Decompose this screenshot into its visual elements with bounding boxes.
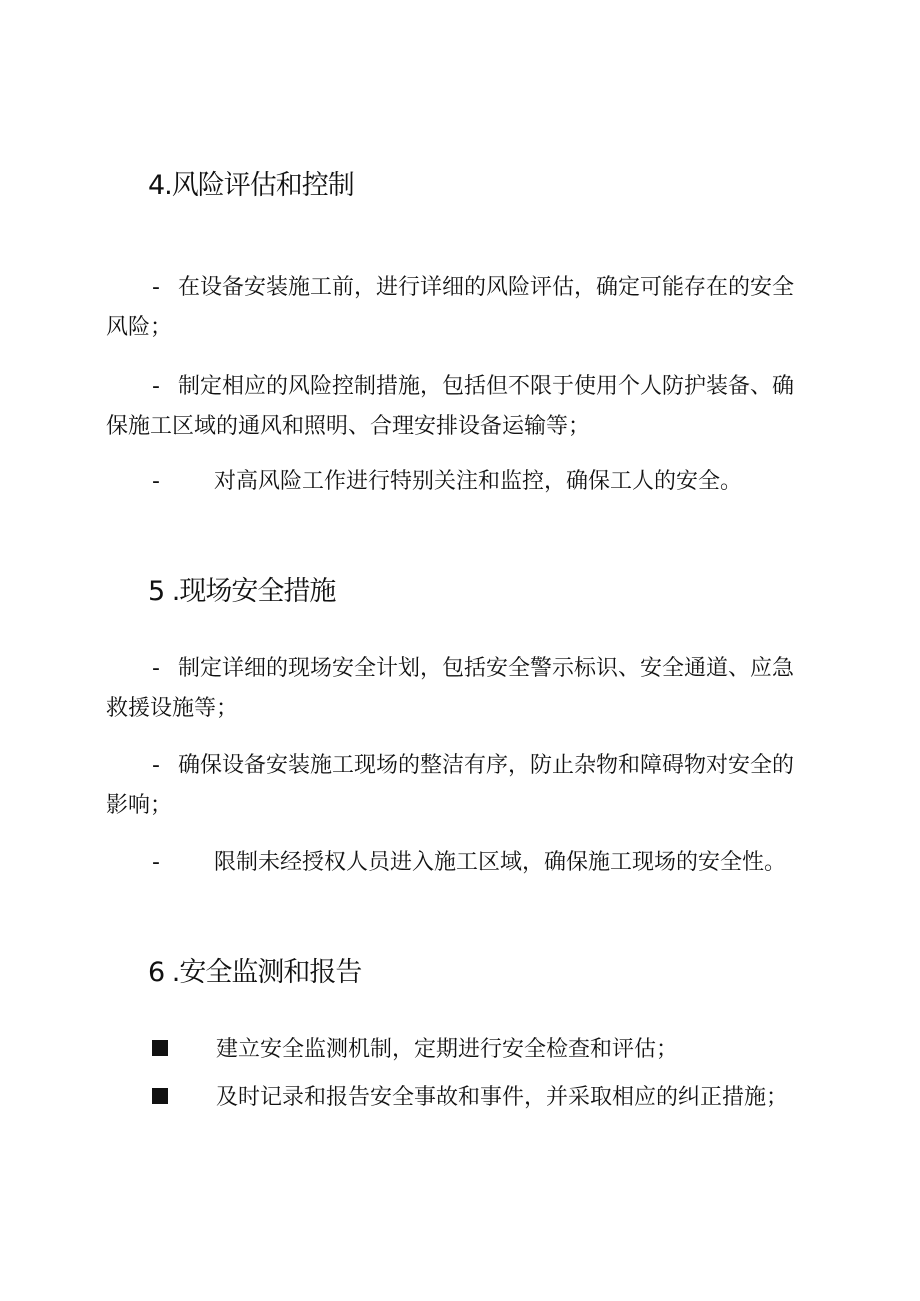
paragraph (106, 268, 806, 348)
paragraph-text: 制定相应的风险控制措施，包括但不限于使用个人防护装备、确保施工区域的通风和照明、合理安排设备运输等； (106, 374, 795, 439)
paragraph-text: 在设备安装施工前，进行详细的风险评估，确定可能存在的安全风险； (106, 275, 795, 340)
bullet-item (152, 1078, 788, 1118)
paragraph (106, 367, 806, 447)
paragraph-text: 确保设备安装施工现场的整洁有序，防止杂物和障碍物对安全的影响； (106, 753, 795, 818)
paragraph-text: 制定详细的现场安全计划，包括安全警示标识、安全通道、应急救援设施等； (106, 656, 795, 721)
paragraph (106, 746, 806, 826)
section-heading-6: 6 .安全监测和报告 (148, 957, 362, 988)
square-bullet-icon (152, 1040, 168, 1056)
dash-marker: - (152, 656, 160, 681)
dash-marker: - (152, 469, 160, 494)
dash-marker: - (152, 753, 160, 778)
dash-marker: - (152, 275, 160, 300)
section-heading-5: 5 .现场安全措施 (148, 576, 336, 607)
square-bullet-icon (152, 1088, 168, 1104)
bullet-item-text: 建立安全监测机制，定期进行安全检查和评估； (216, 1037, 679, 1062)
list-item (152, 843, 786, 883)
dash-marker: - (152, 374, 160, 399)
bullet-item-text: 及时记录和报告安全事故和事件，并采取相应的纠正措施； (216, 1085, 789, 1110)
section-heading-4: 4.风险评估和控制 (148, 170, 354, 201)
paragraph (106, 649, 806, 729)
bullet-item (152, 1030, 678, 1070)
dash-marker: - (152, 850, 160, 875)
list-item-text: 对高风险工作进行特别关注和监控，确保工人的安全。 (214, 469, 743, 494)
list-item-text: 限制未经授权人员进入施工区域，确保施工现场的安全性。 (214, 850, 787, 875)
list-item (152, 462, 742, 502)
